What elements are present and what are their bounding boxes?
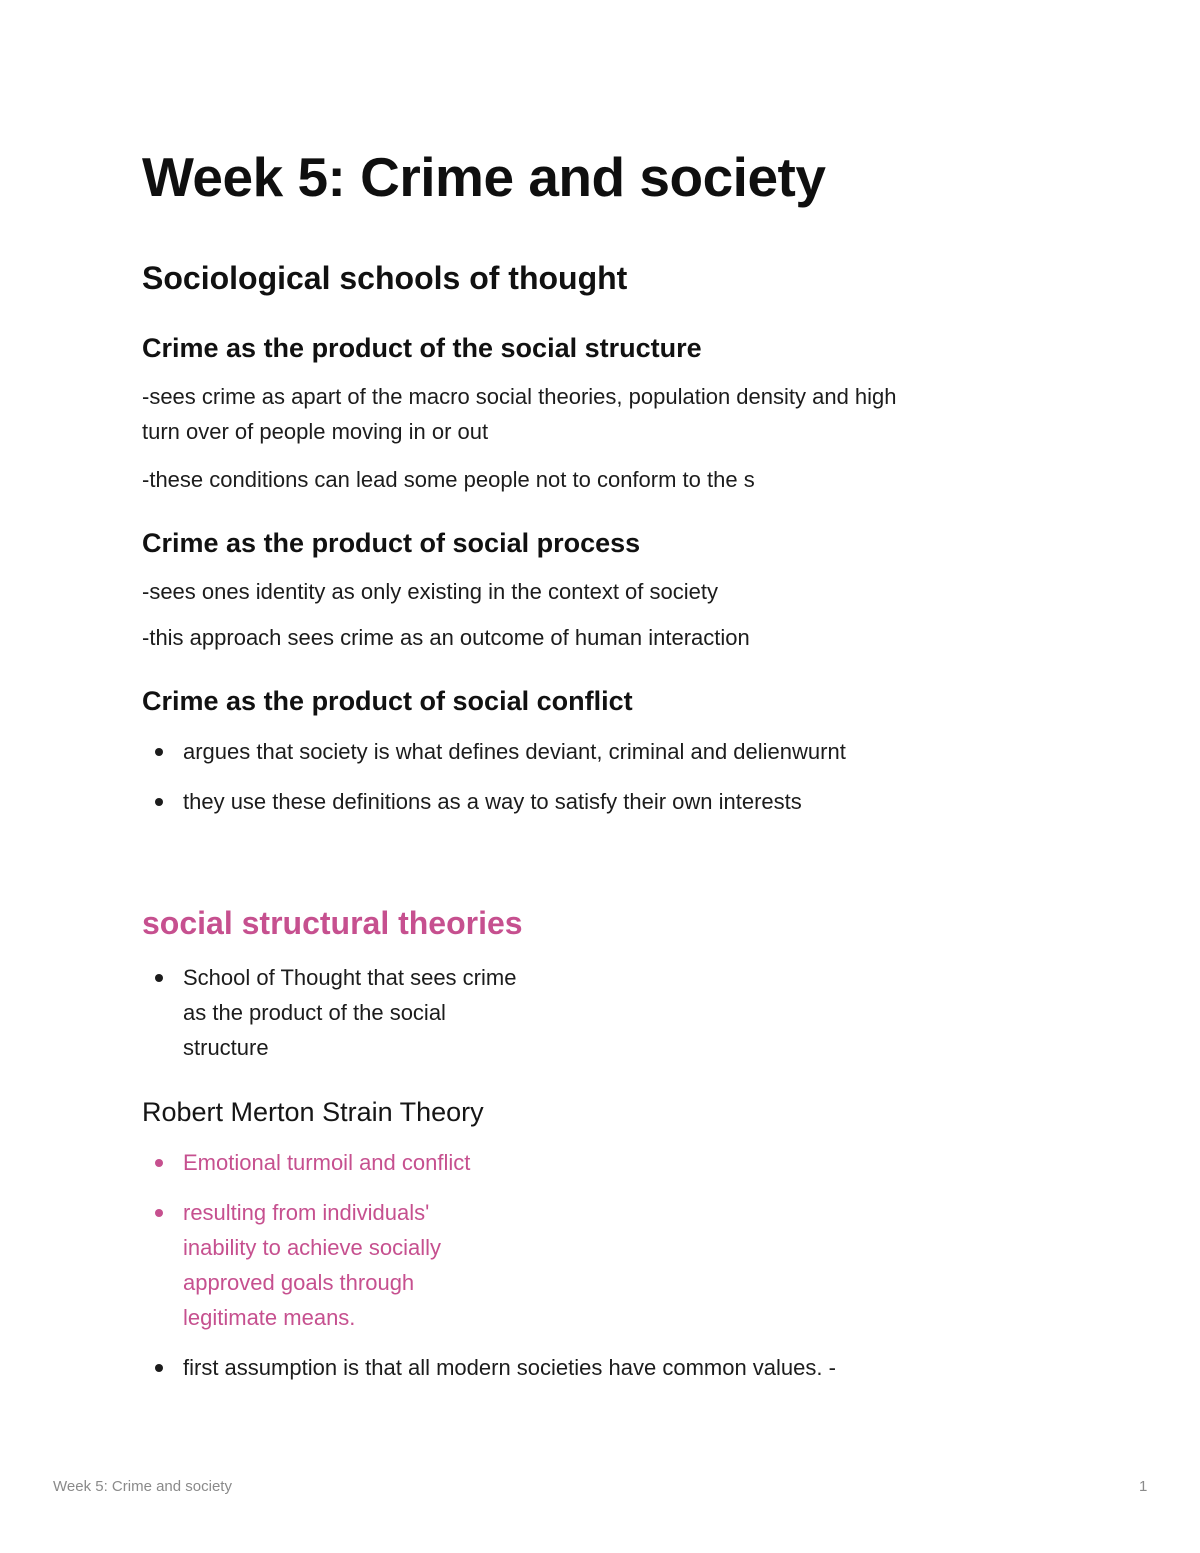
list-item-text-line: legitimate means. (183, 1305, 356, 1330)
section-heading-social-structural-theories: social structural theories (142, 905, 523, 941)
list-item (142, 1145, 642, 1180)
footer-document-title: Week 5: Crime and society (53, 1478, 232, 1495)
list-item-text-line: resulting from individuals' (183, 1200, 430, 1225)
list-item (142, 960, 642, 1065)
list-item (142, 784, 1022, 819)
paragraph: -these conditions can lead some people not to conform to the s (142, 467, 755, 492)
list-item-text: first assumption is that all modern societies have common values. - (183, 1355, 836, 1380)
subheading-social-conflict: Crime as the product of social conflict (142, 686, 633, 716)
bullet-dot-icon (155, 748, 163, 756)
page-title: Week 5: Crime and society (142, 146, 826, 208)
paragraph: -sees ones identity as only existing in the context of society (142, 579, 718, 604)
list-item-text: argues that society is what defines deviant, criminal and delienwurnt (183, 739, 846, 764)
bullet-dot-icon (155, 1159, 163, 1167)
list-item (142, 1195, 642, 1335)
bullet-dot-icon (155, 974, 163, 982)
list-item (142, 734, 1022, 769)
footer-page-number: 1 (1139, 1478, 1148, 1495)
subheading-social-structure: Crime as the product of the social structure (142, 333, 702, 363)
subheading-merton-strain-theory: Robert Merton Strain Theory (142, 1097, 484, 1127)
list-item (142, 1350, 1022, 1385)
paragraph-line: turn over of people moving in or out (142, 419, 489, 444)
list-item-text-line: structure (183, 1035, 269, 1060)
list-item-text: they use these definitions as a way to satisfy their own interests (183, 789, 802, 814)
bullet-dot-icon (155, 798, 163, 806)
list-item-text-line: School of Thought that sees crime (183, 965, 517, 990)
paragraph: -this approach sees crime as an outcome of human interaction (142, 625, 750, 650)
list-item-text-line: approved goals through (183, 1270, 415, 1295)
paragraph-line: -sees crime as apart of the macro social theories, population density and high (142, 384, 897, 409)
subheading-social-process: Crime as the product of social process (142, 528, 641, 558)
section-heading-sociological-schools: Sociological schools of thought (142, 260, 628, 296)
bullet-dot-icon (155, 1209, 163, 1217)
list-item-text-line: as the product of the social (183, 1000, 446, 1025)
list-item-text: Emotional turmoil and conflict (183, 1150, 471, 1175)
list-item-text-line: inability to achieve socially (183, 1235, 442, 1260)
bullet-dot-icon (155, 1364, 163, 1372)
